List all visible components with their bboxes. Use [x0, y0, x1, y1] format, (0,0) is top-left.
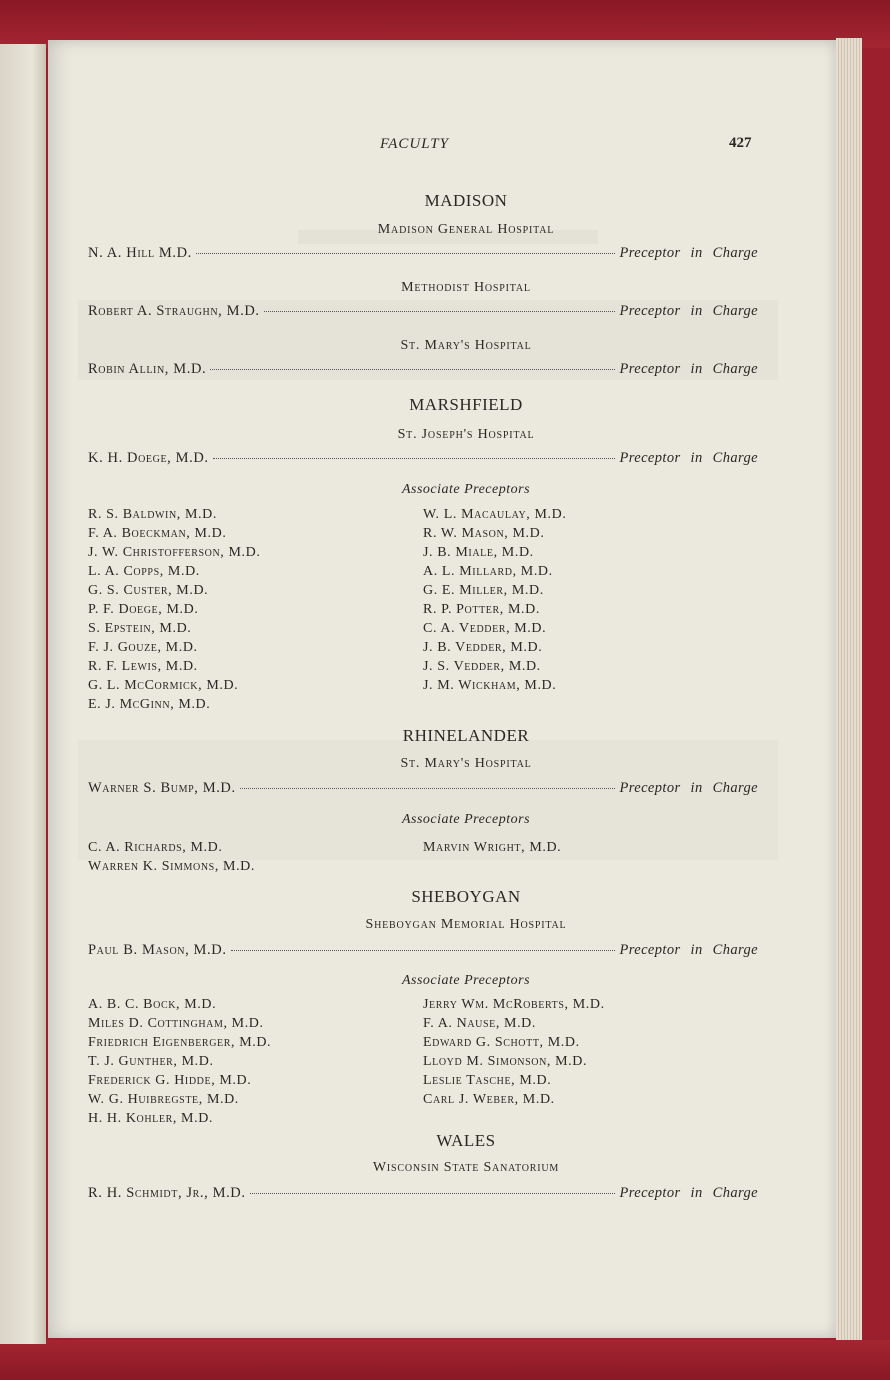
list-item: Marvin Wright, M.D. [423, 840, 562, 855]
leader-dots [250, 1193, 616, 1194]
preceptor-role: Preceptor in Charge [619, 780, 758, 796]
preceptor-row [88, 303, 758, 320]
preceptor-row [88, 245, 758, 262]
section-title-wales: WALES [436, 1131, 496, 1150]
preceptor-row [88, 780, 758, 797]
list-item: Lloyd M. Simonson, M.D. [423, 1054, 588, 1069]
associate-preceptors-heading: Associate Preceptors [401, 482, 531, 497]
list-item: J. S. Vedder, M.D. [423, 659, 541, 674]
list-item: Leslie Tasche, M.D. [423, 1073, 552, 1088]
preceptor-row [88, 361, 758, 378]
list-item: Miles D. Cottingham, M.D. [88, 1016, 264, 1031]
preceptor-row [88, 942, 758, 959]
leader-dots [213, 458, 616, 459]
running-title: FACULTY [380, 136, 449, 152]
preceptor-name: K. H. Doege, M.D. [88, 450, 209, 466]
list-item: S. Epstein, M.D. [88, 621, 192, 636]
hospital-name: St. Joseph's Hospital [397, 427, 535, 442]
hospital-name: Sheboygan Memorial Hospital [365, 917, 567, 932]
list-item: A. L. Millard, M.D. [423, 564, 553, 579]
list-item: Carl J. Weber, M.D. [423, 1092, 555, 1107]
list-item: R. F. Lewis, M.D. [88, 659, 198, 674]
list-item: J. M. Wickham, M.D. [423, 678, 557, 693]
list-item: A. B. C. Bock, M.D. [88, 997, 217, 1012]
section-title-rhinelander: RHINELANDER [402, 726, 530, 745]
list-item: T. J. Gunther, M.D. [88, 1054, 214, 1069]
list-item: G. S. Custer, M.D. [88, 583, 209, 598]
list-item: W. G. Huibregste, M.D. [88, 1092, 239, 1107]
associate-list-right [423, 995, 605, 1109]
associate-list-right [423, 505, 566, 695]
list-item: G. L. McCormick, M.D. [88, 678, 239, 693]
book-page [48, 40, 836, 1338]
hospital-name: St. Mary's Hospital [400, 338, 532, 353]
hospital-name: Wisconsin State Sanatorium [372, 1160, 560, 1175]
list-item: C. A. Richards, M.D. [88, 840, 223, 855]
associate-preceptors-heading: Associate Preceptors [401, 812, 531, 827]
list-item: J. B. Miale, M.D. [423, 545, 534, 560]
list-item: F. A. Boeckman, M.D. [88, 526, 227, 541]
list-item: R. W. Mason, M.D. [423, 526, 545, 541]
preceptor-name: Warner S. Bump, M.D. [88, 780, 236, 796]
list-item: H. H. Kohler, M.D. [88, 1111, 214, 1126]
list-item: G. E. Miller, M.D. [423, 583, 544, 598]
preceptor-name: R. H. Schmidt, Jr., M.D. [88, 1185, 246, 1201]
list-item: R. P. Potter, M.D. [423, 602, 540, 617]
preceptor-name: Paul B. Mason, M.D. [88, 942, 227, 958]
list-item: R. S. Baldwin, M.D. [88, 507, 217, 522]
list-item: W. L. Macaulay, M.D. [423, 507, 567, 522]
list-item: P. F. Doege, M.D. [88, 602, 199, 617]
preceptor-row [88, 1185, 758, 1202]
list-item: C. A. Vedder, M.D. [423, 621, 547, 636]
section-title-marshfield: MARSHFIELD [409, 395, 523, 414]
list-item: J. B. Vedder, M.D. [423, 640, 543, 655]
preceptor-role: Preceptor in Charge [619, 361, 758, 377]
preceptor-role: Preceptor in Charge [619, 1185, 758, 1201]
preceptor-role: Preceptor in Charge [619, 942, 758, 958]
associate-list-left [88, 838, 255, 876]
section-title-madison: MADISON [424, 191, 508, 210]
list-item: Edward G. Schott, M.D. [423, 1035, 580, 1050]
hospital-name: Madison General Hospital [377, 222, 555, 237]
preceptor-name: N. A. Hill M.D. [88, 245, 192, 261]
associate-list-left [88, 505, 260, 714]
list-item: Warren K. Simmons, M.D. [88, 859, 255, 874]
list-item: F. A. Nause, M.D. [423, 1016, 536, 1031]
page-number: 427 [729, 135, 752, 151]
list-item: Friedrich Eigenberger, M.D. [88, 1035, 272, 1050]
preceptor-row [88, 450, 758, 467]
preceptor-role: Preceptor in Charge [619, 450, 758, 466]
associate-list-right [423, 838, 561, 857]
list-item: E. J. McGinn, M.D. [88, 697, 211, 712]
preceptor-role: Preceptor in Charge [619, 245, 758, 261]
list-item: Frederick G. Hidde, M.D. [88, 1073, 252, 1088]
leader-dots [231, 950, 616, 951]
section-title-sheboygan: SHEBOYGAN [411, 887, 521, 906]
book-cover-bottom [0, 1340, 890, 1380]
hospital-name: Methodist Hospital [401, 280, 531, 295]
preceptor-role: Preceptor in Charge [619, 303, 758, 319]
preceptor-name: Robert A. Straughn, M.D. [88, 303, 260, 319]
list-item: L. A. Copps, M.D. [88, 564, 200, 579]
leader-dots [240, 788, 616, 789]
leader-dots [210, 369, 615, 370]
list-item: Jerry Wm. McRoberts, M.D. [423, 997, 605, 1012]
hospital-name: St. Mary's Hospital [400, 756, 532, 771]
leader-dots [196, 253, 616, 254]
associate-preceptors-heading: Associate Preceptors [401, 973, 531, 988]
associate-list-left [88, 995, 271, 1128]
preceptor-name: Robin Allin, M.D. [88, 361, 207, 377]
leader-dots [264, 311, 616, 312]
page-stack-edge [836, 38, 862, 1340]
facing-page-edge [0, 44, 46, 1344]
list-item: F. J. Gouze, M.D. [88, 640, 198, 655]
list-item: J. W. Christofferson, M.D. [88, 545, 261, 560]
